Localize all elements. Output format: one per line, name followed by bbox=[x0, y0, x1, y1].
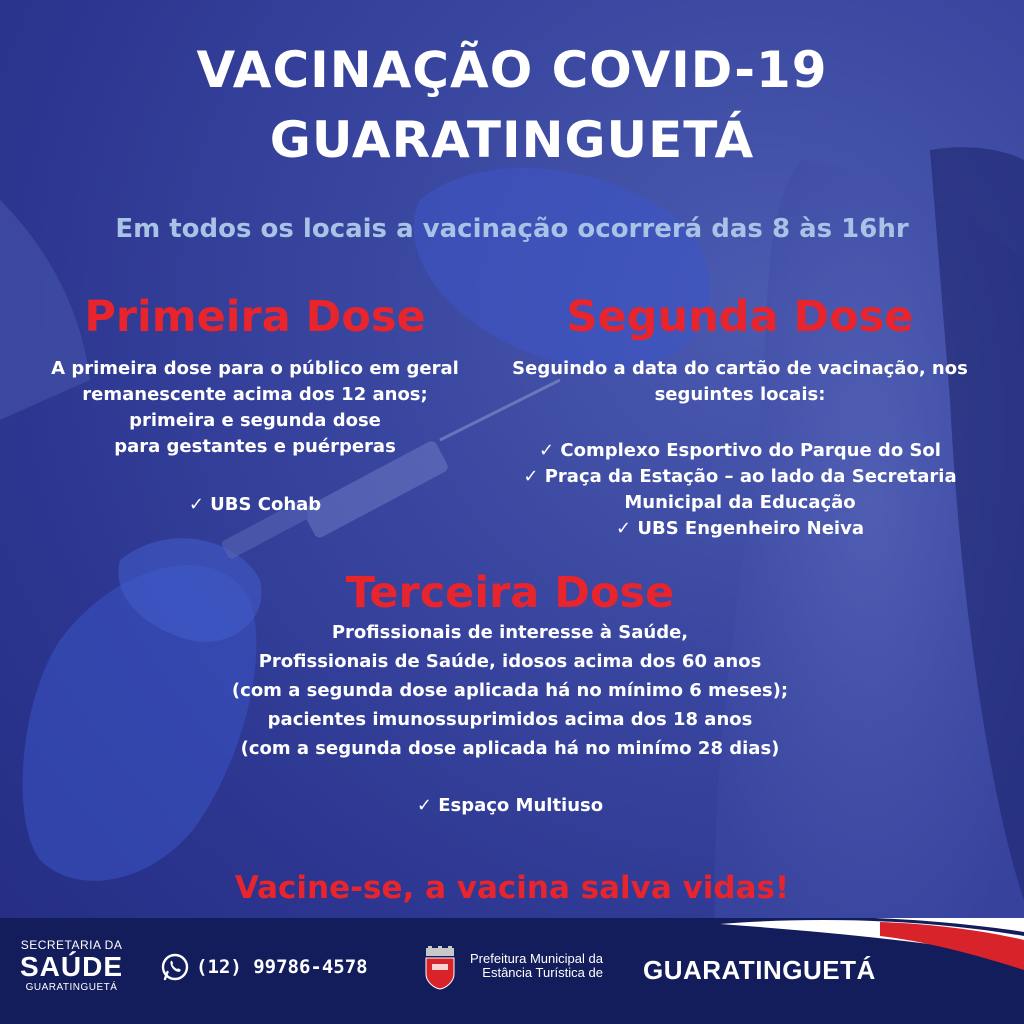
secretaria-line-1: SECRETARIA DA bbox=[20, 938, 123, 952]
terceira-line: Profissionais de Saúde, idosos acima dos 60 anos bbox=[258, 651, 762, 672]
primeira-dose-section bbox=[20, 292, 490, 518]
title-line-2: GUARATINGUETÁ bbox=[269, 111, 755, 169]
terceira-line: pacientes imunossuprimidos acima dos 18 anos bbox=[267, 709, 753, 730]
secretaria-line-3: GUARATINGUETÁ bbox=[25, 982, 118, 993]
city-crest-icon bbox=[420, 946, 460, 990]
city-name: GUARATINGUETÁ bbox=[643, 955, 876, 985]
segunda-location: ✓ Complexo Esportivo do Parque do Sol bbox=[539, 440, 941, 461]
terceira-line: (com a segunda dose aplicada há no mínimo 6 meses); bbox=[231, 680, 789, 701]
primeira-dose-heading: Primeira Dose bbox=[84, 292, 426, 342]
primeira-dose-location: ✓ UBS Cohab bbox=[188, 494, 322, 515]
schedule-subtitle: Em todos os locais a vacinação ocorrerá das 8 às 16hr bbox=[115, 214, 909, 244]
primeira-line: primeira e segunda dose bbox=[129, 410, 381, 431]
prefeitura-line-2: Estância Turística de bbox=[482, 965, 603, 980]
segunda-dose-heading: Segunda Dose bbox=[566, 292, 914, 342]
prefeitura-line-1: Prefeitura Municipal da bbox=[470, 951, 603, 966]
segunda-line: seguintes locais: bbox=[654, 384, 826, 405]
segunda-location: ✓ Praça da Estação – ao lado da Secretaria bbox=[523, 466, 957, 487]
secretaria-saude-logo bbox=[20, 938, 123, 993]
prefeitura-label bbox=[470, 952, 603, 980]
segunda-location: Municipal da Educação bbox=[624, 492, 856, 513]
primeira-line: remanescente acima dos 12 anos; bbox=[82, 384, 428, 405]
segunda-dose-section bbox=[490, 292, 990, 542]
whatsapp-contact[interactable] bbox=[160, 952, 368, 982]
terceira-line: Profissionais de interesse à Saúde, bbox=[331, 622, 689, 643]
terceira-dose-heading: Terceira Dose bbox=[345, 568, 675, 618]
secretaria-line-2: SAÚDE bbox=[20, 951, 124, 982]
page-title bbox=[0, 38, 1024, 172]
primeira-line: A primeira dose para o público em geral bbox=[51, 358, 459, 379]
terceira-line: (com a segunda dose aplicada há no minímo 28 dias) bbox=[240, 738, 780, 759]
segunda-dose-locations bbox=[490, 438, 990, 542]
primeira-line: para gestantes e puérperas bbox=[114, 436, 396, 457]
terceira-dose-description bbox=[140, 618, 880, 763]
title-line-1: VACINAÇÃO COVID-19 bbox=[196, 41, 828, 99]
slogan: Vacine-se, a vacina salva vidas! bbox=[234, 870, 790, 906]
terceira-dose-section bbox=[140, 568, 880, 819]
primeira-dose-description bbox=[20, 356, 490, 460]
segunda-location: ✓ UBS Engenheiro Neiva bbox=[616, 518, 864, 539]
terceira-dose-location: ✓ Espaço Multiuso bbox=[416, 795, 604, 816]
segunda-line: Seguindo a data do cartão de vacinação, nos bbox=[512, 358, 968, 379]
segunda-dose-description bbox=[490, 356, 990, 408]
whatsapp-icon bbox=[160, 952, 190, 982]
phone-number: (12) 99786-4578 bbox=[196, 956, 368, 978]
